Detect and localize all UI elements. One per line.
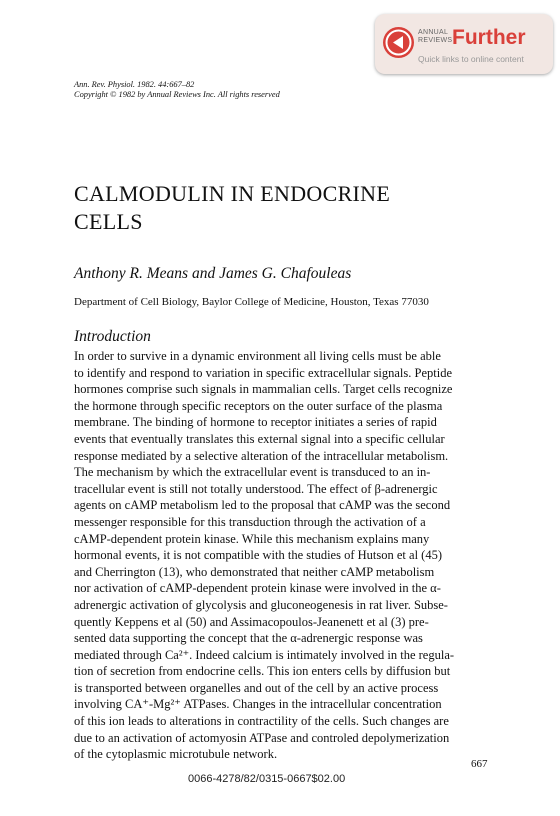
reviews-label: REVIEWS <box>418 37 453 44</box>
affiliation: Department of Cell Biology, Baylor College of Medicine, Houston, Texas 77030 <box>74 296 429 308</box>
body-line: messenger responsible for this transduction through the activation of a <box>74 514 426 529</box>
body-line: and Cherrington (13), who demonstrated that neither cAMP metabolism <box>74 564 435 579</box>
body-line: quently Keppens et al (50) and Assimacopoulos-Jeanenett et al (3) pre- <box>74 614 429 629</box>
body-line: tracellular event is still not totally understood. The effect of β-adrenergic <box>74 481 438 496</box>
body-line: is transported between organelles and out of the cell by an active process <box>74 680 439 695</box>
quick-links-label: Quick links to online content <box>418 54 524 64</box>
body-line: cAMP-dependent protein kinase. While this mechanism explains many <box>74 531 430 546</box>
body-line: adrenergic activation of glycolysis and gluconeogenesis in rat liver. Subse- <box>74 597 448 612</box>
body-line: hormones comprise such signals in mammalian cells. Target cells recognize <box>74 382 453 397</box>
section-heading: Introduction <box>74 328 151 345</box>
citation-line: Ann. Rev. Physiol. 1982. 44:667–82 <box>74 80 195 89</box>
title-line: CELLS <box>74 209 143 234</box>
body-line: events that eventually translates this external signal into a specific cellular <box>74 431 445 446</box>
body-line: The mechanism by which the extracellular event is transduced to an in- <box>74 465 431 480</box>
body-line: In order to survive in a dynamic environment all living cells must be able <box>74 349 441 363</box>
authors: Anthony R. Means and James G. Chafouleas <box>74 265 352 282</box>
body-line: sented data supporting the concept that the α-adrenergic response was <box>74 631 423 646</box>
annual-label: ANNUAL <box>418 29 449 36</box>
further-label: Further <box>452 26 526 49</box>
body-line: agents on cAMP metabolism led to the proposal that cAMP was the second <box>74 498 451 513</box>
body-line: of the cytoplasmic microtubule network. <box>74 747 278 762</box>
doi-code: 0066-4278/82/0315-0667$02.00 <box>188 773 346 785</box>
title-line: CALMODULIN IN ENDOCRINE <box>74 181 391 206</box>
body-text <box>74 348 488 763</box>
body-line: response mediated by a selective alteration of the intracellular metabolism. <box>74 448 449 463</box>
further-badge[interactable] <box>375 14 553 74</box>
annual-reviews-label <box>418 29 452 45</box>
body-line: involving CA⁺-Mg²⁺ ATPases. Changes in the intracellular concentration <box>74 697 442 712</box>
journal-citation <box>74 80 280 100</box>
body-line: tion of secretion from endocrine cells. This ion enters cells by diffusion but <box>74 664 451 679</box>
body-line: nor activation of cAMP-dependent protein kinase were involved in the α- <box>74 581 441 596</box>
body-line: to identify and respond to variation in specific extracellular signals. Peptide <box>74 365 453 380</box>
body-line: hormonal events, it is not compatible with the studies of Hutson et al (45) <box>74 548 442 563</box>
arrow-icon <box>383 27 414 58</box>
copyright-line: Copyright © 1982 by Annual Reviews Inc. All rights reserved <box>74 90 280 99</box>
body-line: due to an activation of actomyosin ATPase and controled depolymerization <box>74 730 450 745</box>
article-title <box>74 180 454 236</box>
body-line: membrane. The binding of hormone to receptor initiates a series of rapid <box>74 415 437 430</box>
page-number: 667 <box>471 758 488 770</box>
body-line: mediated through Ca²⁺. Indeed calcium is intimately involved in the regula- <box>74 647 455 662</box>
body-line: of this ion leads to alterations in contractility of the cells. Such changes are <box>74 714 449 729</box>
body-line: the hormone through specific receptors on the outer surface of the plasma <box>74 398 443 413</box>
